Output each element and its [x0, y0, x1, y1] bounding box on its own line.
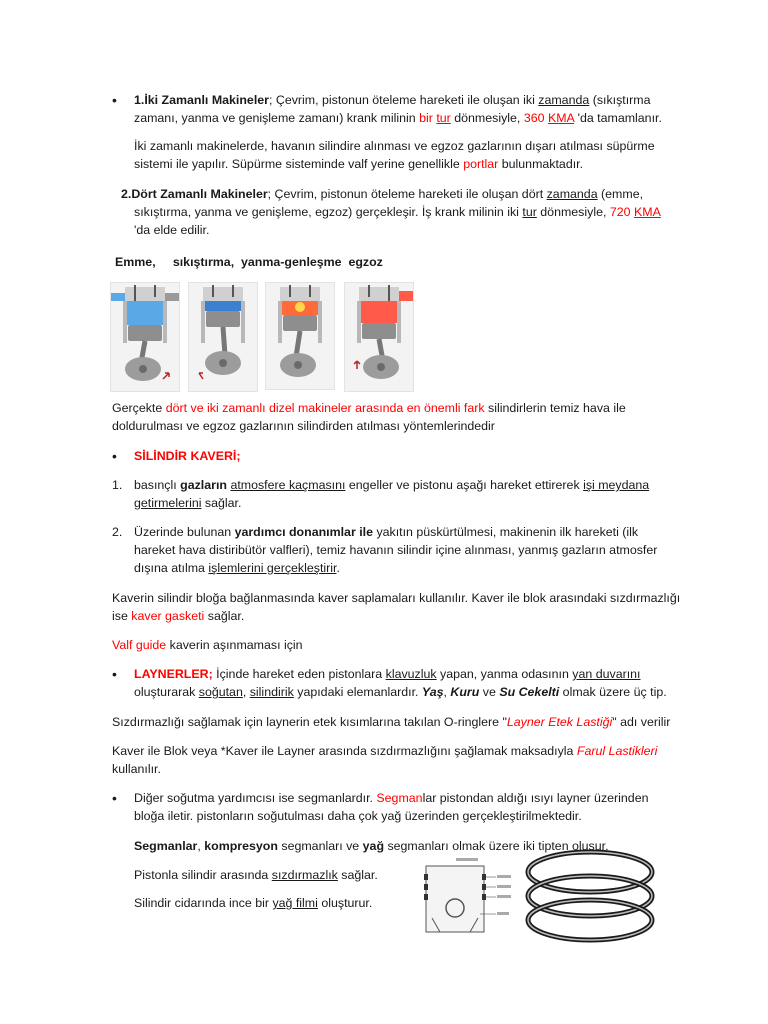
- scavenging-line-1: İki zamanlı makinelerde, havanın silindire alınması ve egzoz gazlarının dışarı atılması süpürme: [134, 139, 655, 153]
- scavenging-line-2: sistemi ile yapılır. Süpürme sisteminde valf yerine genellikle portlar bulunmaktadır.: [134, 157, 584, 171]
- intake-stroke-figure: [110, 282, 180, 392]
- list-number-1: 1.: [112, 478, 123, 492]
- exhaust-stroke-figure: [344, 282, 414, 392]
- rings-cooling-line-2: bloğa iletir. pistonların soğutulması daha çok yağ üzerinden gerçekleştirilmektedir.: [134, 809, 582, 823]
- four-stroke-line-1: 2.Dört Zamanlı Makineler; Çevrim, pistonun öteleme hareketi ile oluşan dört zamanda (emme,: [121, 187, 644, 201]
- piston-ring-section-diagram: [420, 856, 514, 938]
- liners-line-2: oluşturarak soğutan, silindirik yapıdaki elemanlardır. Yaş, Kuru ve Su Cekelti olmak üzere üç tip.: [134, 685, 667, 699]
- valf-guide-line: Valf guide kaverin aşınmaması için: [112, 638, 303, 652]
- head-studs-line-2: ise kaver gasketi sağlar.: [112, 609, 245, 623]
- farul-line-1: Kaver ile Blok veya *Kaver ile Layner arasında sızdırmazlığını şağlamak maksadıyla Farul Lastikleri: [112, 744, 658, 758]
- four-stroke-line-3: 'da elde edilir.: [134, 223, 210, 237]
- bullet-marker: •: [112, 92, 117, 108]
- four-stroke-title: 2.Dört Zamanlı Makineler: [121, 187, 268, 201]
- list-item-2-line-1: Üzerinde bulunan yardımcı donanımlar ile yakıtın püskürtülmesi, makinenin ilk hareketi (ilk: [134, 525, 639, 539]
- bullet-marker: •: [112, 790, 117, 806]
- rings-cooling-line-1: Diğer soğutma yardımcısı ise segmanlardır. Segmanlar pistondan aldığı ısıyı layner üzerinden: [134, 791, 649, 805]
- farul-line-2: kullanılır.: [112, 762, 161, 776]
- list-item-1-line-2: getirmelerini sağlar.: [134, 496, 242, 510]
- compression-stroke-figure: [188, 282, 258, 392]
- piston-rings-photo: [524, 846, 656, 944]
- list-number-2: 2.: [112, 525, 123, 539]
- two-stroke-line-2: zamanı, yanma ve genişleme zamanı) krank milinin bir tur dönmesiyle, 360 KMA 'da tamamlanır.: [134, 111, 662, 125]
- list-item-2-line-3: dışına atılma işlemlerini gerçekleştirir.: [134, 561, 340, 575]
- combustion-stroke-figure: [265, 282, 335, 390]
- head-studs-line-1: Kaverin silindir bloğa bağlanmasında kaver saplamaları kullanılır. Kaver ile blok arasındaki sızdırmazlığı: [112, 591, 681, 605]
- list-item-1-line-1: basınçlı gazların atmosfere kaçmasını engeller ve pistonu aşağı hareket ettirerek işi meydana: [134, 478, 650, 492]
- two-stroke-title: 1.İki Zamanlı Makineler: [134, 93, 269, 107]
- two-stroke-line-1: 1.İki Zamanlı Makineler; Çevrim, pistonun öteleme hareketi ile oluşan iki zamanda (sıkıştırma: [134, 93, 651, 107]
- strokes-label: Emme, sıkıştırma, yanma-genleşme egzoz: [115, 255, 383, 269]
- ring-oil-film-line: Silindir cidarında ince bir yağ filmi oluşturur.: [134, 896, 373, 910]
- liner-o-ring-line: Sızdırmazlığı sağlamak için laynerin etek kısımlarına takılan O-ringlere "Layner Etek Lastiği" adı verilir: [112, 715, 671, 729]
- bullet-marker: •: [112, 666, 117, 682]
- main-difference-line-2: doldurulması ve egzoz gazlarının silindirden atılması yöntemlerindedir: [112, 419, 495, 433]
- ring-sealing-line: Pistonla silindir arasında sızdırmazlık sağlar.: [134, 868, 378, 882]
- bullet-marker: •: [112, 448, 117, 464]
- liners-line-1: LAYNERLER; İçinde hareket eden pistonlara klavuzluk yapan, yanma odasının yan duvarını: [134, 667, 641, 681]
- four-stroke-line-2: sıkıştırma, yanma ve genişleme, egzoz) gerçekleşir. İş krank milinin iki tur dönmesiyle, 720 KMA: [134, 205, 661, 219]
- cylinder-head-heading: SİLİNDİR KAVERİ;: [134, 449, 241, 463]
- list-item-2-line-2: hareket hava distiribütör valfleri), temiz havanın silindir içine alınması, yanmış gazların atmosfer: [134, 543, 658, 557]
- main-difference-line-1: Gerçekte dört ve iki zamanlı dizel makineler arasında en önemli fark silindirlerin temiz hava ile: [112, 401, 626, 415]
- ring-types-line: Segmanlar, kompresyon segmanları ve yağ segmanları olmak üzere iki tipten oluşur.: [134, 839, 609, 853]
